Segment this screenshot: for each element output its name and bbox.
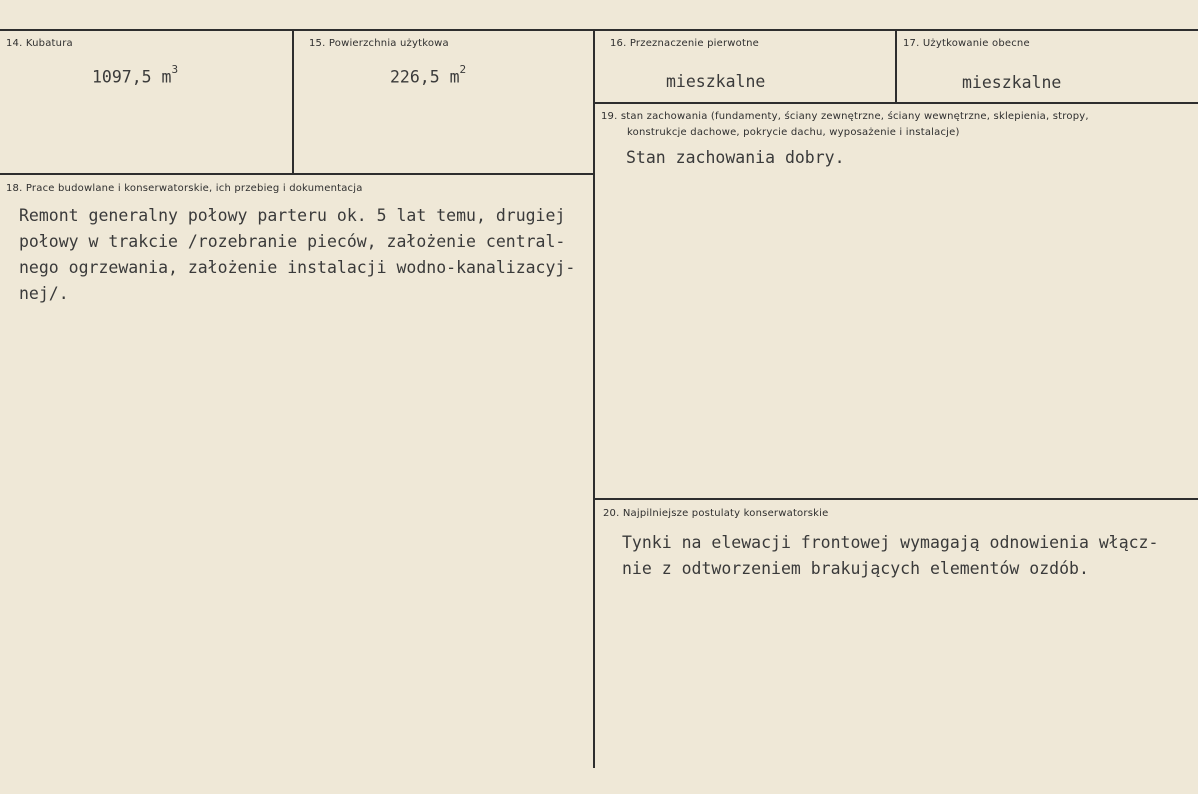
field-17-value: mieszkalne: [962, 73, 1062, 92]
field-15-number: 226,5 m: [390, 67, 460, 87]
divider-row1-left: [0, 173, 594, 175]
field-14-label: 14. Kubatura: [6, 38, 73, 49]
field-19-label-line2: konstrukcje dachowe, pokrycie dachu, wyposażenie i instalacje): [627, 127, 960, 138]
field-14-number: 1097,5 m: [92, 67, 172, 87]
field-19-label-line1: 19. stan zachowania (fundamenty, ściany zewnętrzne, ściany wewnętrzne, sklepienia, stropy,: [601, 111, 1089, 122]
top-border: [0, 29, 1198, 31]
field-16-value: mieszkalne: [666, 72, 766, 91]
field-19-value: Stan zachowania dobry.: [626, 148, 845, 167]
divider-16-17: [895, 30, 897, 103]
field-20-line: nie z odtworzeniem brakujących elementów ozdób.: [622, 559, 1089, 578]
field-14-exponent: 3: [171, 63, 179, 76]
field-20-label: 20. Najpilniejsze postulaty konserwatorskie: [603, 508, 829, 519]
field-16-label: 16. Przeznaczenie pierwotne: [610, 38, 760, 49]
field-18-line: nego ogrzewania, założenie instalacji wodno-kanalizacyj-: [19, 258, 576, 277]
divider-14-15: [292, 30, 294, 174]
field-15-label: 15. Powierzchnia użytkowa: [309, 38, 449, 49]
field-18-line: nej/.: [19, 284, 69, 303]
field-18-line: Remont generalny połowy parteru ok. 5 lat temu, drugiej: [19, 206, 566, 225]
field-14-value: [92, 63, 179, 87]
field-18-label: 18. Prace budowlane i konserwatorskie, ich przebieg i dokumentacja: [6, 183, 363, 194]
divider-center: [593, 30, 595, 768]
field-18-line: połowy w trakcie /rozebranie pieców, założenie central-: [19, 232, 566, 251]
field-18-text: [19, 203, 575, 307]
divider-19-20: [594, 498, 1198, 500]
field-15-exponent: 2: [459, 63, 467, 76]
field-20-line: Tynki na elewacji frontowej wymagają odnowienia włącz-: [622, 533, 1159, 552]
field-15-value: [390, 63, 467, 87]
field-20-text: [622, 530, 1158, 582]
field-17-label: 17. Użytkowanie obecne: [903, 38, 1030, 49]
